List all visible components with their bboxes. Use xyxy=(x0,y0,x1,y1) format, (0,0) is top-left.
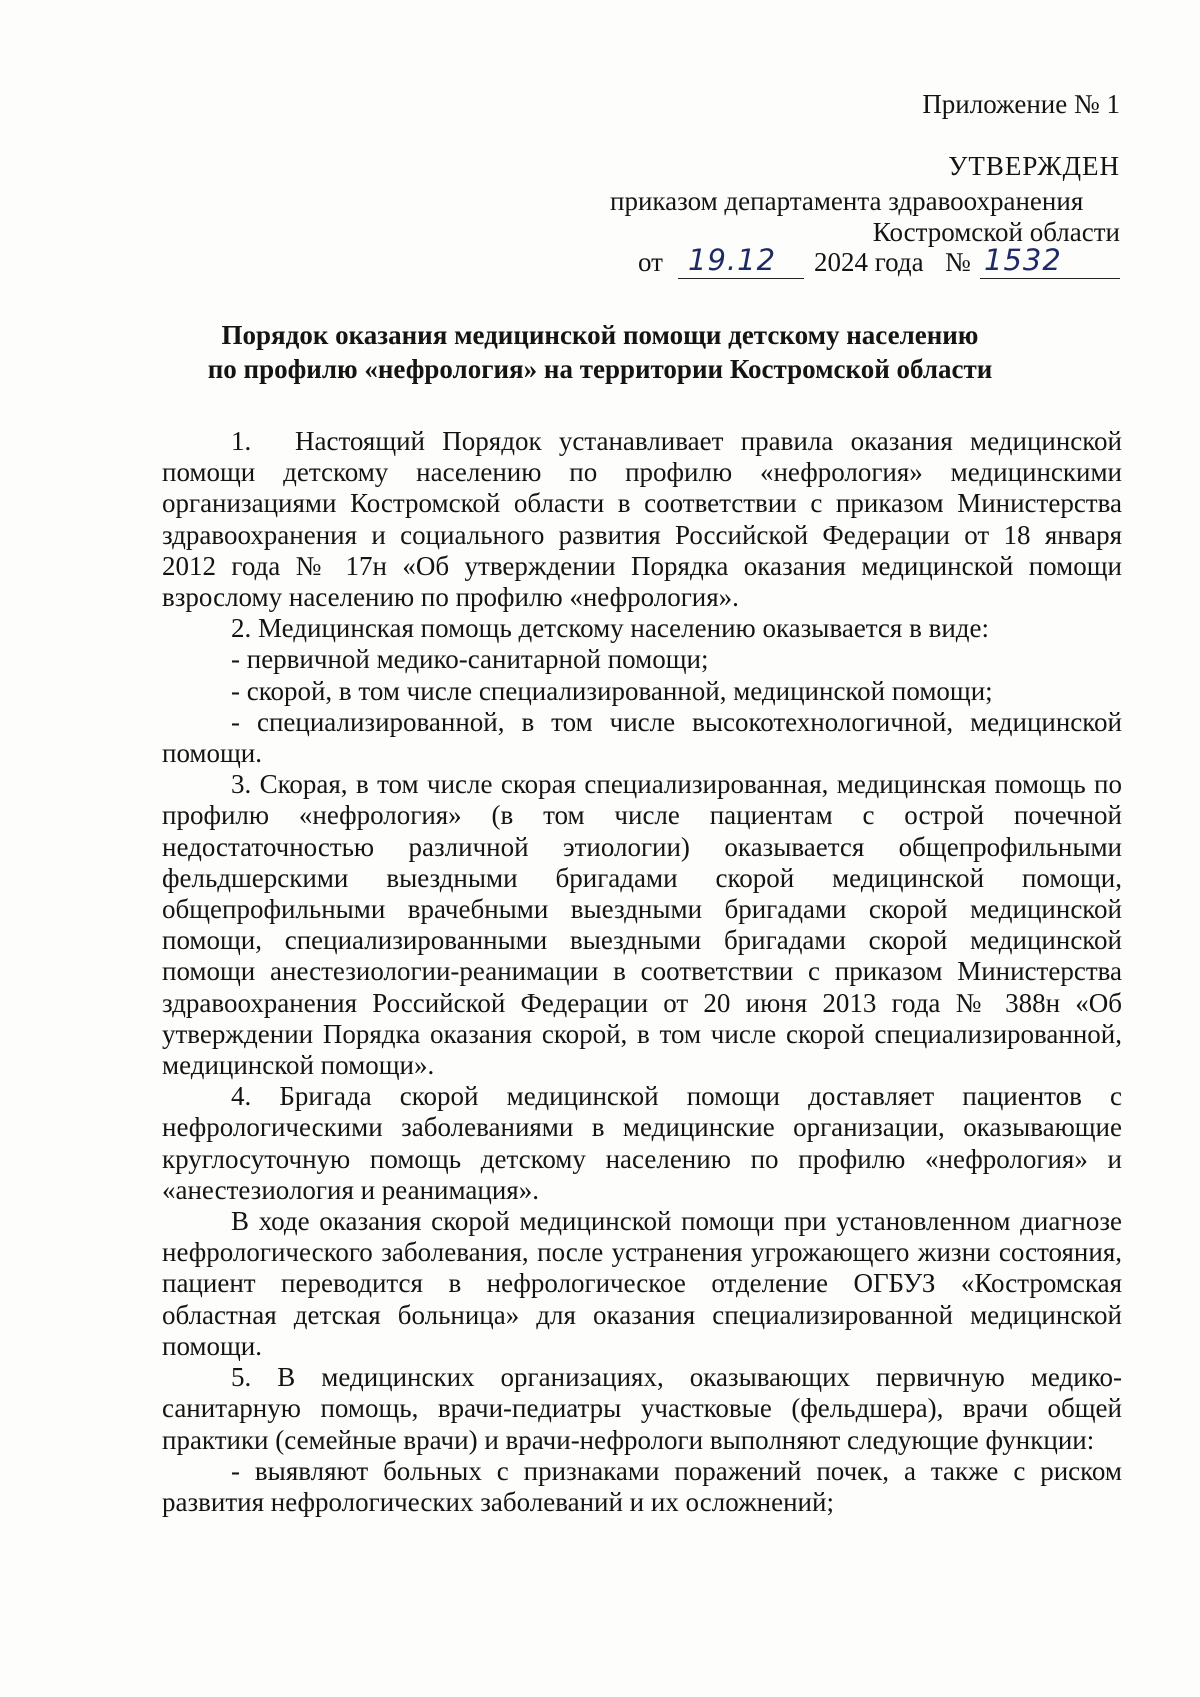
appendix-label: Приложение № 1 xyxy=(922,89,1120,119)
number-sign: № xyxy=(945,247,971,277)
order-department-line: приказом департамента здравоохранения xyxy=(610,186,1084,216)
paragraph-2-item-a: - первичной медико-санитарной помощи; xyxy=(231,644,709,675)
approved-stamp-text: УТВЕРЖДЕН xyxy=(948,151,1120,181)
paragraph-5: 5. В медицинских организациях, оказывающих первичную медико-санитарную помощь, врачи-педиатры участковые (фельдшера), врачи общей практики (семейные врачи) и врачи-нефрологи выполняют следующие функции: xyxy=(162,1362,1122,1455)
paragraph-4: 4. Бригада скорой медицинской помощи доставляет пациентов с нефрологическими заболеваниями в медицинские организации, оказывающие круглосуточную помощь детскому населению по профилю «нефрология» и «анестезиология и реанимация». xyxy=(162,1081,1122,1205)
order-date-number-line xyxy=(638,243,1120,283)
paragraph-2-item-b: - скорой, в том числе специализированной, медицинской помощи; xyxy=(231,675,993,706)
number-fill-line xyxy=(980,243,1120,279)
title-line-2: по профилю «нефрология» на территории Костромской области xyxy=(207,354,993,384)
from-label: от xyxy=(638,247,663,277)
year-label: 2024 года xyxy=(814,247,924,277)
document-title xyxy=(150,318,1050,386)
region-line: Костромской области xyxy=(872,217,1120,247)
handwritten-number: 1532 xyxy=(984,243,1062,277)
document-body xyxy=(162,426,1122,1518)
paragraph-1 xyxy=(162,426,1122,613)
paragraph-2: 2. Медицинская помощь детскому населению оказывается в виде: xyxy=(231,613,990,644)
paragraph-3: 3. Скорая, в том числе скорая специализированная, медицинская помощь по профилю «нефрология» (в том числе пациентам с острой почечной недостаточностью различной этиологии) оказывается общепрофильными фельдшерскими выездными бригадами скорой медицинской помощи, общепрофильными врачебными выездными бригадами скорой медицинской помощи, специализированными выездными бригадами скорой медицинской помощи анестезиологии-реанимации в соответствии с приказом Министерства здравоохранения Российской Федерации от 20 июня 2013 года № 388н «Об утверждении Порядка оказания скорой, в том числе скорой специализированной, медицинской помощи». xyxy=(162,769,1122,1081)
title-line-1: Порядок оказания медицинской помощи детскому населению xyxy=(221,320,979,350)
paragraph-2-item-c: - специализированной, в том числе высокотехнологичной, медицинской помощи. xyxy=(162,706,1122,769)
handwritten-date: 19.12 xyxy=(688,243,777,277)
paragraph-5-item-a: - выявляют больных с признаками поражений почек, а также с риском развития нефрологических заболеваний и их осложнений; xyxy=(162,1455,1122,1517)
paragraph-1-text: Настоящий Порядок устанавливает правила оказания медицинской помощи детскому населению по профилю «нефрология» медицинскими организациями Костромской области в соответствии с приказом Министерства здравоохранения и социального развития Российской Федерации от 18 января 2012 года № 17н «Об утверждении Порядка оказания медицинской помощи взрослому населению по профилю «нефрология». xyxy=(162,426,1122,613)
date-fill-line xyxy=(678,243,804,279)
paragraph-1-number: 1. xyxy=(231,426,252,456)
paragraph-4-continued: В ходе оказания скорой медицинской помощи при установленном диагнозе нефрологического заболевания, после устранения угрожающего жизни состояния, пациент переводится в нефрологическое отделение ОГБУЗ «Костромская областная детская больница» для оказания специализированной медицинской помощи. xyxy=(162,1206,1122,1361)
